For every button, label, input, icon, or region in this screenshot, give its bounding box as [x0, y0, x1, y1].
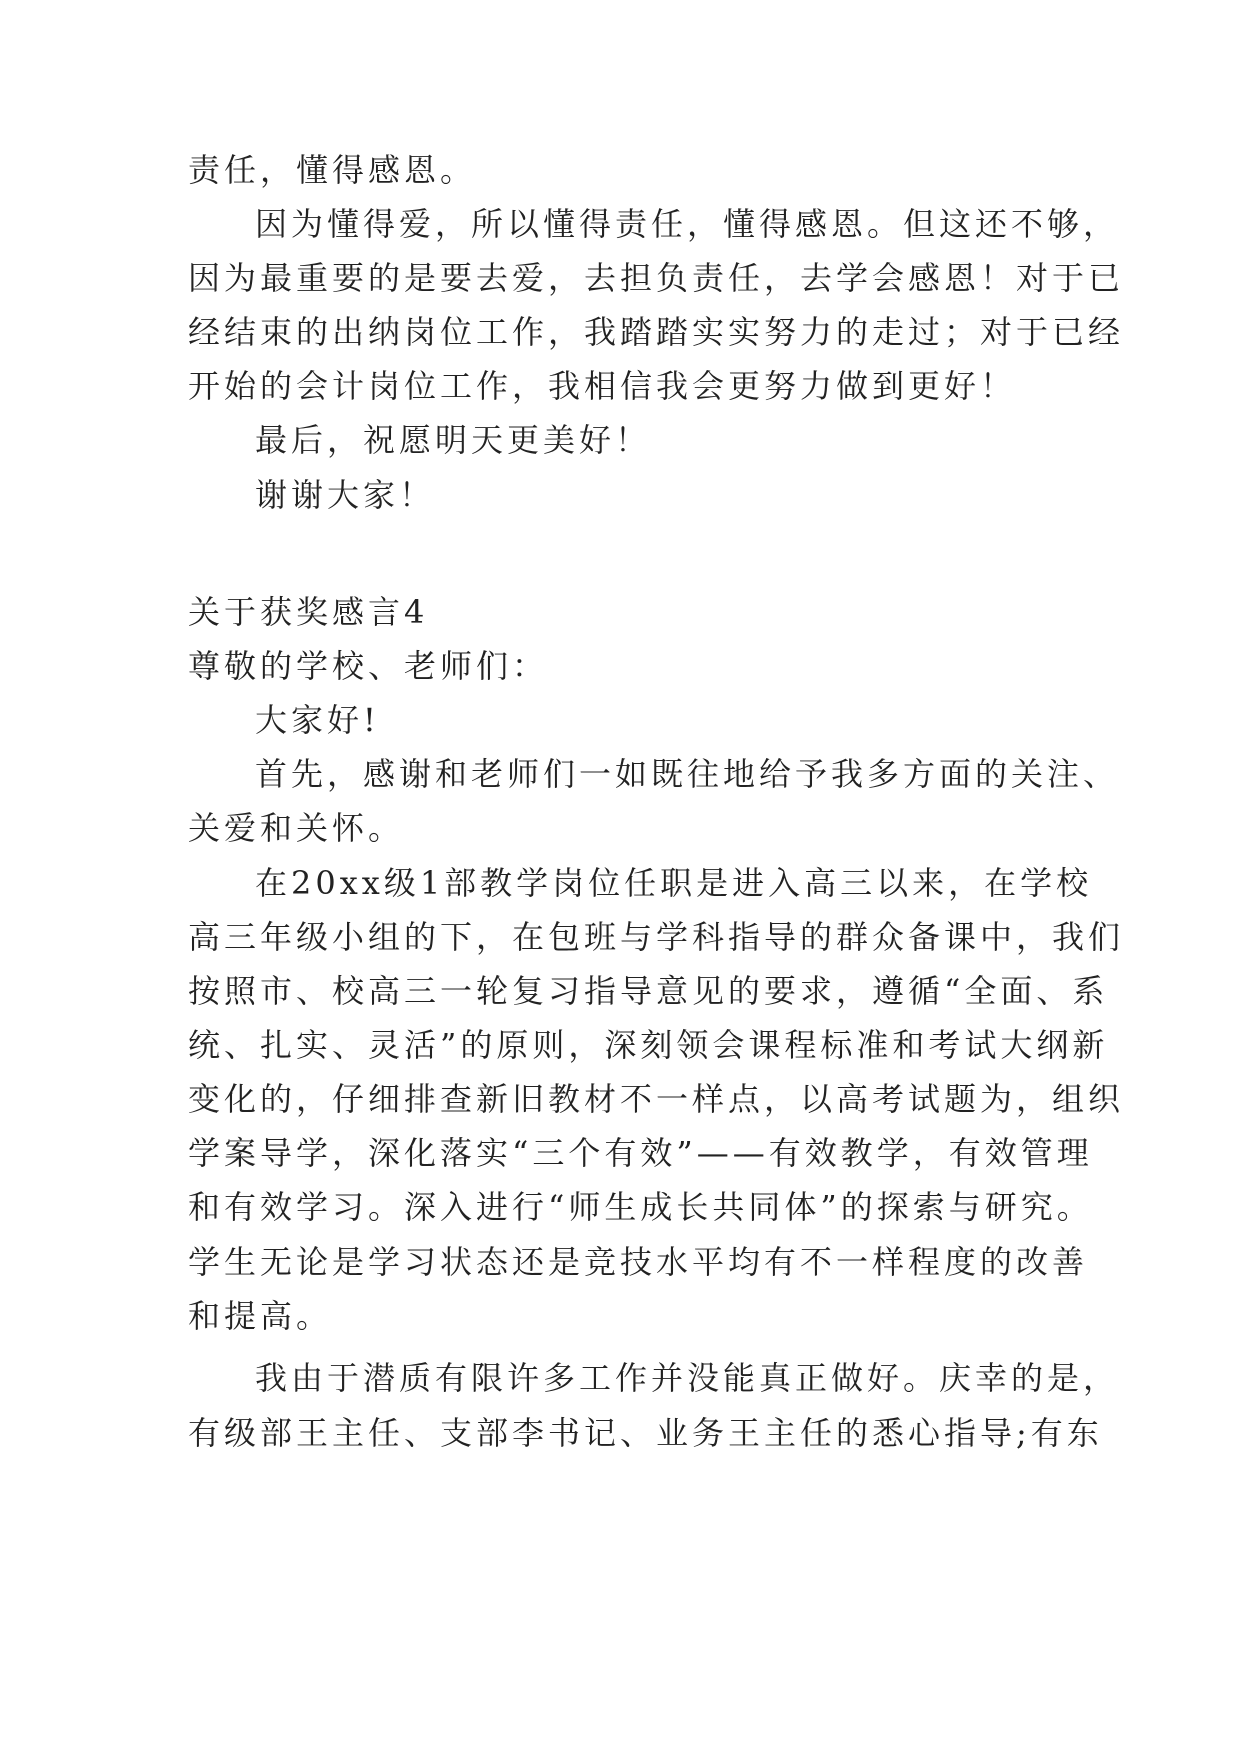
text-line-6: 最后，祝愿明天更美好！	[255, 421, 652, 459]
greeting-line: 大家好!	[255, 701, 380, 739]
text-line-20: 学生无论是学习状态还是竞技水平均有不一样程度的改善	[188, 1243, 1089, 1281]
text-line-19: 和有效学习。深入进行“师生成长共同体”的探索与研究。	[188, 1188, 1093, 1226]
salutation-line: 尊敬的学校、老师们：	[188, 647, 549, 685]
text-line-18: 学案导学，深化落实“三个有效”——有效教学，有效管理	[188, 1134, 1093, 1172]
text-line-11: 首先，感谢和老师们一如既往地给予我多方面的关注、	[255, 755, 1120, 793]
text-line-15: 按照市、校高三一轮复习指导意见的要求，遵循“全面、系	[188, 972, 1109, 1010]
text-line-3: 因为最重要的是要去爱，去担负责任，去学会感恩！对于已	[188, 259, 1125, 297]
text-line-21: 和提高。	[188, 1297, 333, 1335]
text-line-23: 有级部王主任、支部李书记、业务王主任的悉心指导;有东	[188, 1414, 1103, 1452]
text-line-17: 变化的，仔细排查新旧教材不一样点，以高考试题为，组织	[188, 1080, 1125, 1118]
section-heading: 关于获奖感言4	[188, 593, 429, 631]
text-line-13: 在20xx级1部教学岗位任职是进入高三以来，在学校	[255, 864, 1093, 902]
text-line-22: 我由于潜质有限许多工作并没能真正做好。庆幸的是，	[255, 1359, 1120, 1397]
text-line-2: 因为懂得爱，所以懂得责任，懂得感恩。但这还不够，	[255, 205, 1120, 243]
text-line-5: 开始的会计岗位工作，我相信我会更努力做到更好！	[188, 367, 1017, 405]
text-line-4: 经结束的出纳岗位工作，我踏踏实实努力的走过；对于已经	[188, 313, 1125, 351]
text-line-7: 谢谢大家！	[255, 476, 436, 514]
text-line-1: 责任，懂得感恩。	[188, 151, 477, 189]
text-line-12: 关爱和关怀。	[188, 809, 405, 847]
text-line-14: 高三年级小组的下，在包班与学科指导的群众备课中，我们	[188, 918, 1125, 956]
text-line-16: 统、扎实、灵活”的原则，深刻领会课程标准和考试大纲新	[188, 1026, 1109, 1064]
